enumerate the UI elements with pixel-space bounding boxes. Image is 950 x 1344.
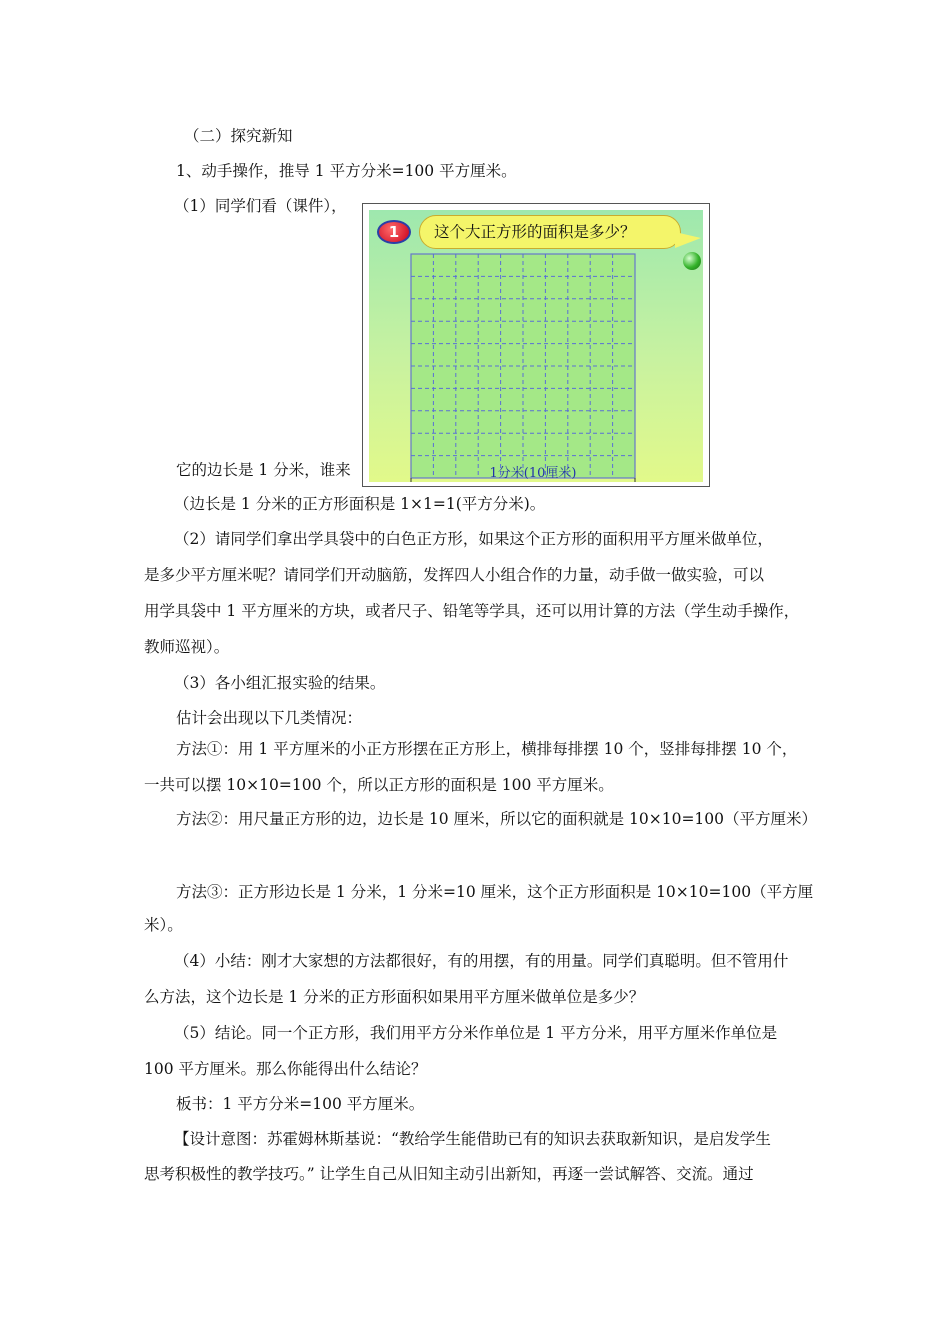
- paragraph: 米）。: [144, 916, 183, 934]
- paragraph: 教师巡视）。: [144, 638, 230, 656]
- paragraph: （边长是 1 分米的正方形面积是 1×1=1(平方分米)。: [174, 495, 546, 513]
- paragraph: 一共可以摆 10×10=100 个，所以正方形的面积是 100 平方厘米。: [144, 776, 614, 794]
- next-button-icon[interactable]: [683, 252, 701, 270]
- section-heading: （二）探究新知: [184, 127, 293, 145]
- paragraph: 1、动手操作，推导 1 平方分米=100 平方厘米。: [176, 162, 517, 180]
- paragraph: 100 平方厘米。那么你能得出什么结论？: [144, 1060, 427, 1078]
- question-text: 这个大正方形的面积是多少？: [434, 223, 636, 241]
- grid-square: [369, 210, 703, 482]
- paragraph: 方法②：用尺量正方形的边，边长是 10 厘米，所以它的面积就是 10×10=100（平方厘米）: [176, 810, 818, 828]
- question-bubble: [419, 215, 681, 249]
- number-badge: 1: [377, 220, 411, 244]
- paragraph: （1）同学们看（课件），: [174, 197, 347, 215]
- courseware-figure: [362, 203, 710, 487]
- paragraph: （4）小结：刚才大家想的方法都很好，有的用摆，有的用量。同学们真聪明。但不管用什: [174, 952, 789, 970]
- paragraph: 方法③：正方形边长是 1 分米，1 分米=10 厘米，这个正方形面积是 10×10=100（平方厘: [176, 883, 814, 901]
- paragraph: 是多少平方厘米呢？请同学们开动脑筋，发挥四人小组合作的力量，动手做一做实验，可以: [144, 566, 765, 584]
- paragraph: 方法①：用 1 平方厘米的小正方形摆在正方形上，横排每排摆 10 个，竖排每排摆 10 个，: [176, 740, 798, 758]
- paragraph: （3）各小组汇报实验的结果。: [174, 674, 386, 692]
- paragraph: 它的边长是 1 分米，谁来: [176, 461, 351, 479]
- paragraph: （5）结论。同一个正方形，我们用平方分米作单位是 1 平方分米，用平方厘米作单位是: [174, 1024, 778, 1042]
- paragraph: 板书：1 平方分米=100 平方厘米。: [176, 1095, 425, 1113]
- dimension-label: 1分米(10厘米): [489, 466, 577, 481]
- paragraph: 思考积极性的教学技巧。” 让学生自己从旧知主动引出新知，再逐一尝试解答、交流。通过: [144, 1165, 754, 1183]
- paragraph: 用学具袋中 1 平方厘米的方块，或者尺子、铅笔等学具，还可以用计算的方法（学生动手操作，: [144, 602, 800, 620]
- paragraph: （2）请同学们拿出学具袋中的白色正方形，如果这个正方形的面积用平方厘米做单位，: [174, 530, 773, 548]
- paragraph: 估计会出现以下几类情况：: [176, 709, 363, 727]
- paragraph: 么方法，这个边长是 1 分米的正方形面积如果用平方厘米做单位是多少？: [144, 988, 645, 1006]
- courseware-slide: [369, 210, 703, 482]
- paragraph: 【设计意图：苏霍姆林斯基说：“教给学生能借助已有的知识去获取新知识，是启发学生: [174, 1130, 771, 1148]
- bubble-tail: [675, 232, 701, 248]
